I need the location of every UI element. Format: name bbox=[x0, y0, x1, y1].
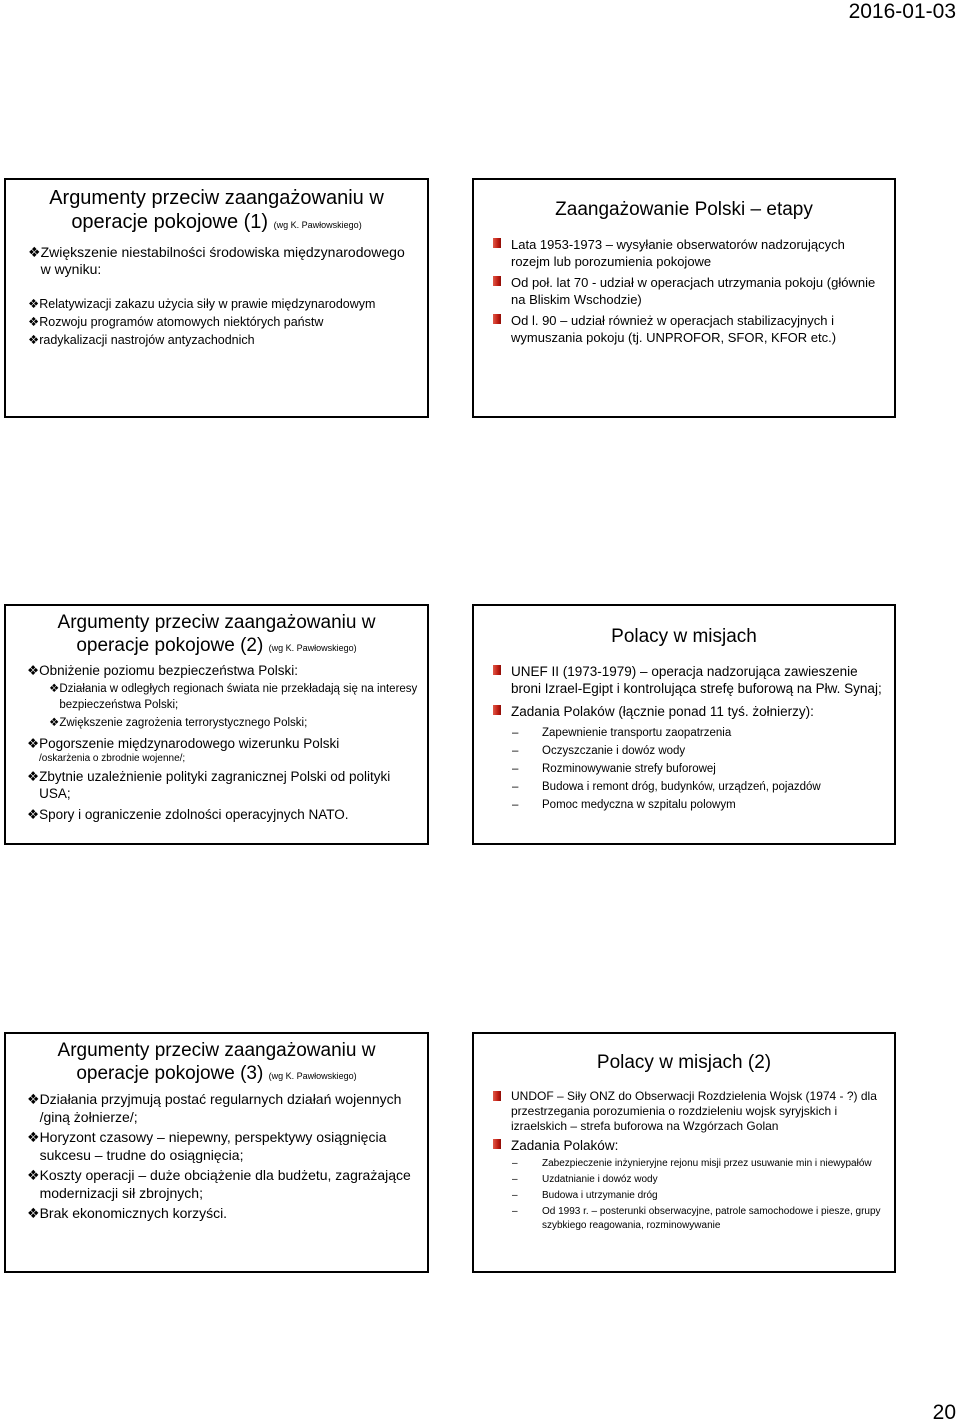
slide-6-sub-text: Budowa i utrzymanie dróg bbox=[542, 1189, 658, 1201]
slide-2-item bbox=[493, 312, 884, 346]
slide-3-title-line2: operacje pokojowe (2) bbox=[76, 634, 264, 656]
slide-1-title-author: (wg K. Pawłowskiego) bbox=[273, 220, 362, 230]
diamond-bullet-icon: ❖ bbox=[27, 662, 40, 678]
slide-1-sub-item bbox=[28, 313, 417, 331]
dash-bullet-icon bbox=[512, 760, 542, 778]
slide-5-title bbox=[14, 1040, 419, 1086]
diamond-bullet-icon: ❖ bbox=[27, 1204, 40, 1221]
slide-6-sub-text: Zabezpieczenie inżynieryjne rejonu misji przez usuwanie min i niewypałów bbox=[542, 1157, 872, 1169]
slide-1-sub-text: Relatywizacji zakazu użycia siły w prawie międzynarodowym bbox=[39, 297, 376, 311]
slide-6-sub-item bbox=[512, 1189, 884, 1203]
slide-1-title-line2: operacje pokojowe (1) bbox=[71, 211, 269, 233]
slide-3-sub-item bbox=[49, 681, 419, 713]
slide-2-item bbox=[493, 236, 884, 270]
square-bullet-icon bbox=[493, 1139, 501, 1149]
dash-bullet-icon bbox=[512, 796, 542, 814]
slide-4 bbox=[472, 604, 896, 845]
slide-5-title-author: (wg K. Pawłowskiego) bbox=[268, 1070, 357, 1081]
diamond-bullet-icon: ❖ bbox=[27, 735, 40, 751]
slide-6 bbox=[472, 1032, 896, 1273]
slide-1-bullet-text: Zwiększenie niestabilności środowiska międzynarodowego w wyniku: bbox=[40, 244, 405, 277]
page-number: 20 bbox=[932, 1401, 956, 1424]
slide-5-item bbox=[27, 1090, 419, 1126]
slide-5-title-line1: Argumenty przeciw zaangażowaniu w bbox=[57, 1040, 376, 1061]
diamond-bullet-icon: ❖ bbox=[27, 1166, 40, 1183]
slide-6-sub-text: Uzdatnianie i dowóz wody bbox=[542, 1173, 658, 1185]
diamond-bullet-icon: ❖ bbox=[28, 297, 40, 311]
dash-bullet-icon bbox=[512, 1173, 542, 1187]
slide-2-item-text: Lata 1953-1973 – wysyłanie obserwatorów nadzorujących rozejm lub porozumienia pokojowe bbox=[511, 236, 845, 269]
slide-5-item-text: Działania przyjmują postać regularnych działań wojennych /giną żołnierze/; bbox=[39, 1090, 402, 1125]
diamond-bullet-icon: ❖ bbox=[27, 806, 40, 822]
diamond-bullet-icon: ❖ bbox=[49, 716, 60, 729]
dash-bullet-icon bbox=[512, 742, 542, 760]
slide-2-item-text: Od poł. lat 70 - udział w operacjach utrzymania pokoju (głównie na Bliskim Wschodzie) bbox=[511, 274, 876, 307]
slide-6-item bbox=[493, 1137, 884, 1154]
slide-4-sub-item bbox=[512, 796, 884, 814]
slide-4-item-text: UNEF II (1973-1979) – operacja nadzorująca zawieszenie broni Izrael-Egipt i kontrolująca strefę buforową na Płw. Synaj; bbox=[511, 663, 882, 696]
slide-1-sub-text: Rozwoju programów atomowych niektórych państw bbox=[39, 315, 324, 329]
slide-4-sub-text: Oczyszczanie i dowóz wody bbox=[542, 744, 686, 757]
square-bullet-icon bbox=[493, 314, 501, 324]
dash-bullet-icon bbox=[512, 778, 542, 796]
square-bullet-icon bbox=[493, 276, 501, 286]
slide-5-item-text: Brak ekonomicznych korzyści. bbox=[39, 1204, 228, 1221]
slide-3-sub-text: Działania w odległych regionach świata nie przekładają się na interesy bezpieczeństwa Polski; bbox=[59, 682, 418, 711]
slide-1-sub-text: radykalizacji nastrojów antyzachodnich bbox=[39, 333, 255, 347]
diamond-bullet-icon: ❖ bbox=[28, 244, 41, 260]
slide-2-item bbox=[493, 274, 884, 308]
slide-4-sub-text: Budowa i remont dróg, budynków, urządzeń, pojazdów bbox=[542, 780, 821, 793]
square-bullet-icon bbox=[493, 665, 501, 675]
slide-3-title-line1: Argumenty przeciw zaangażowaniu w bbox=[57, 612, 376, 633]
slide-2 bbox=[472, 178, 896, 418]
square-bullet-icon bbox=[493, 238, 501, 248]
slide-3-bullet bbox=[27, 735, 419, 752]
slide-3-bullet-text: Zbytnie uzależnienie polityki zagranicznej Polski od polityki USA; bbox=[39, 768, 391, 801]
slide-5-item-text: Koszty operacji – duże obciążenie dla budżetu, zagrażające modernizacji sił zbrojnych; bbox=[39, 1166, 411, 1201]
slide-4-item bbox=[493, 703, 884, 720]
slide-4-item bbox=[493, 663, 884, 697]
slide-3-title-author: (wg K. Pawłowskiego) bbox=[268, 642, 357, 653]
diamond-bullet-icon: ❖ bbox=[28, 315, 40, 329]
slide-1 bbox=[4, 178, 429, 418]
slide-1-sub-item bbox=[28, 331, 417, 349]
slide-5-item bbox=[27, 1204, 419, 1222]
slide-6-item bbox=[493, 1089, 884, 1134]
slide-3-bullet bbox=[27, 662, 419, 679]
slide-3-bullet-text: Spory i ograniczenie zdolności operacyjnych NATO. bbox=[39, 806, 349, 822]
slide-3-title bbox=[14, 612, 419, 658]
slide-1-title bbox=[14, 186, 419, 234]
slide-3-bullet bbox=[27, 768, 419, 802]
slide-3-sub-text: Zwiększenie zagrożenia terrorystycznego Polski; bbox=[59, 716, 308, 729]
dash-bullet-icon bbox=[512, 1157, 542, 1171]
slide-2-title: Zaangażowanie Polski – etapy bbox=[555, 199, 813, 220]
slide-3-sub-item bbox=[49, 715, 419, 731]
slide-1-bullet bbox=[28, 244, 415, 278]
square-bullet-icon bbox=[493, 1091, 501, 1101]
slide-4-sub-item bbox=[512, 778, 884, 796]
slide-4-sub-text: Pomoc medyczna w szpitalu polowym bbox=[542, 798, 736, 811]
slide-4-sub-item bbox=[512, 724, 884, 742]
diamond-bullet-icon: ❖ bbox=[27, 1128, 40, 1145]
slide-3-note: /oskarżenia o zbrodnie wojenne/; bbox=[39, 752, 186, 764]
slide-4-item-text: Zadania Polaków (łącznie ponad 11 tyś. żołnierzy): bbox=[511, 703, 814, 719]
diamond-bullet-icon: ❖ bbox=[28, 333, 40, 347]
slide-6-title: Polacy w misjach (2) bbox=[596, 1052, 772, 1073]
header-date: 2016-01-03 bbox=[848, 0, 956, 23]
slide-3-bullet bbox=[27, 806, 419, 823]
slide-3-bullet-text: Obniżenie poziomu bezpieczeństwa Polski: bbox=[39, 662, 298, 678]
slide-6-sub-item bbox=[512, 1205, 884, 1233]
slide-4-sub-item bbox=[512, 760, 884, 778]
slide-3-bullet-text: Pogorszenie międzynarodowego wizerunku Polski bbox=[39, 735, 340, 751]
slide-1-sub-item bbox=[28, 295, 417, 313]
square-bullet-icon bbox=[493, 705, 501, 715]
slide-4-sub-item bbox=[512, 742, 884, 760]
slide-6-sub-item bbox=[512, 1157, 884, 1171]
slide-6-item-text: Zadania Polaków: bbox=[511, 1137, 619, 1153]
slide-6-item-text: UNDOF – Siły ONZ do Obserwacji Rozdzielenia Wojsk (1974 - ?) dla przestrzegania porozumienia o rozdzieleniu wojsk syryjskich i izraelskich – strefa buforowa na Wzgórzach Golan bbox=[511, 1088, 877, 1133]
diamond-bullet-icon: ❖ bbox=[49, 682, 60, 695]
dash-bullet-icon bbox=[512, 724, 542, 742]
slide-4-sub-text: Zapewnienie transportu zaopatrzenia bbox=[542, 726, 732, 739]
slide-4-sub-text: Rozminowywanie strefy buforowej bbox=[542, 762, 716, 775]
dash-bullet-icon bbox=[512, 1205, 542, 1219]
slide-3 bbox=[4, 604, 429, 845]
diamond-bullet-icon: ❖ bbox=[27, 1090, 40, 1107]
slide-5 bbox=[4, 1032, 429, 1273]
slide-5-title-line2: operacje pokojowe (3) bbox=[76, 1062, 264, 1084]
slide-4-title: Polacy w misjach bbox=[611, 626, 757, 647]
slide-6-sub-item bbox=[512, 1173, 884, 1187]
dash-bullet-icon bbox=[512, 1189, 542, 1203]
slide-5-item bbox=[27, 1128, 419, 1164]
slide-1-title-line1: Argumenty przeciw zaangażowaniu w bbox=[49, 187, 384, 209]
slide-2-item-text: Od l. 90 – udział również w operacjach stabilizacyjnych i wymuszania pokoju (tj. UNPROFOR, SFOR, KFOR etc.) bbox=[511, 312, 837, 345]
slide-5-item-text: Horyzont czasowy – niepewny, perspektywy osiągnięcia sukcesu – trudne do osiągnięcia; bbox=[39, 1128, 387, 1163]
slide-6-sub-text: Od 1993 r. – posterunki obserwacyjne, patrole samochodowe i piesze, grupy szybkiego reagowania, rozminowywanie bbox=[542, 1205, 881, 1231]
diamond-bullet-icon: ❖ bbox=[27, 768, 40, 784]
slide-5-item bbox=[27, 1166, 419, 1202]
